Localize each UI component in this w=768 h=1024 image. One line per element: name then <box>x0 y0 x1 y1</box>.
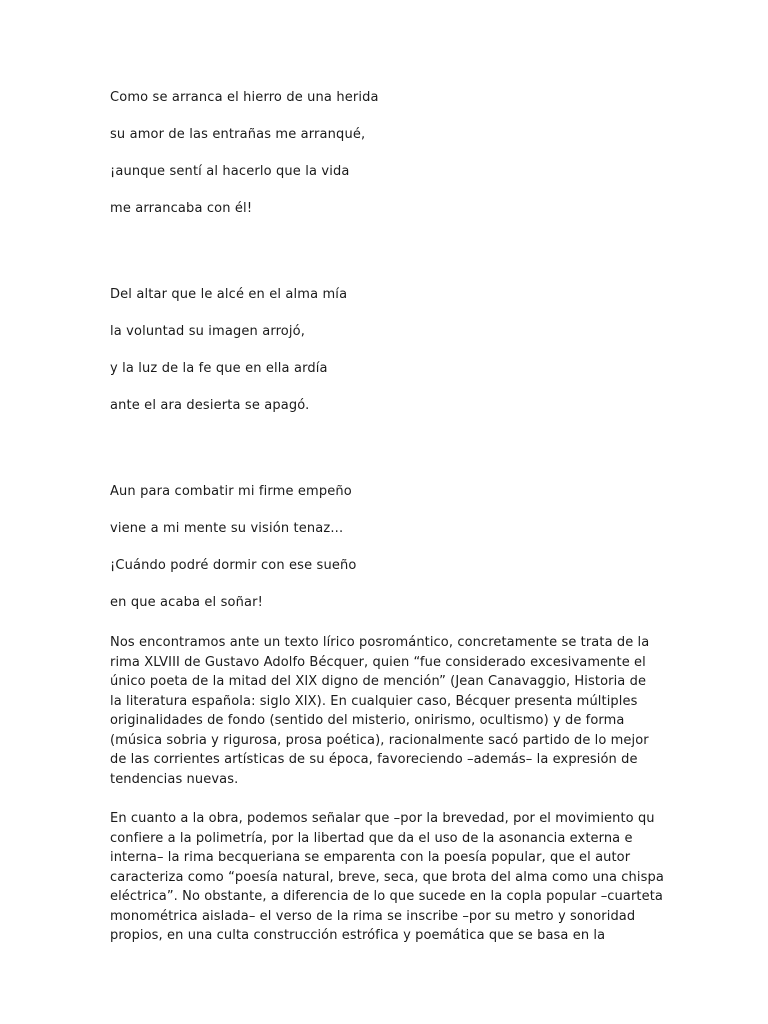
text-line: propios, en una culta construcción estrófica y poemática que se basa en la <box>110 928 606 943</box>
text-line: confiere a la polimetría, por la libertad que da el uso de la asonancia externa e <box>110 830 633 846</box>
text-line: caracteriza como “poesía natural, breve, seca, que brota del alma como una chispa <box>110 869 664 885</box>
text-line: único poeta de la mitad del XIX digno de mención” (Jean Canavaggio, Historia de <box>110 674 647 689</box>
poem-verse: en que acaba el soñar! <box>110 595 263 610</box>
poem-verse: Como se arranca el hierro de una herida <box>110 90 379 105</box>
poem-verse: Aun para combatir mi firme empeño <box>110 484 352 499</box>
poem-verse: la voluntad su imagen arrojó, <box>110 324 306 339</box>
poem-verse: y la luz de la fe que en ella ardía <box>110 361 328 376</box>
text-line: la literatura española: siglo XIX). En cualquier caso, Bécquer presenta múltiples <box>110 693 638 709</box>
text-line: Nos encontramos ante un texto lírico posromántico, concretamente se trata de la <box>110 635 650 650</box>
poem-stanza <box>110 88 670 219</box>
poem-verse: Del altar que le alcé en el alma mía <box>110 287 348 302</box>
text-line: tendencias nuevas. <box>110 771 239 787</box>
text-line: monométrica aislada– el verso de la rima se inscribe –por su metro y sonoridad <box>110 908 636 924</box>
poem-stanza <box>110 482 670 613</box>
text-line: de las corrientes artísticas de su época, favoreciendo –además– la expresión de <box>110 752 638 767</box>
poem-verse: viene a mi mente su visión tenaz... <box>110 521 344 536</box>
commentary-paragraph <box>110 633 670 789</box>
poem <box>110 88 670 613</box>
text-line: eléctrica”. No obstante, a diferencia de lo que sucede en la copla popular –cuarteta <box>110 889 663 904</box>
text-line: En cuanto a la obra, podemos señalar que –por la brevedad, por el movimiento qu <box>110 811 655 826</box>
text-line: rima XLVIII de Gustavo Adolfo Bécquer, quien “fue considerado excesivamente el <box>110 654 646 670</box>
poem-verse: ¡Cuándo podré dormir con ese sueño <box>110 558 357 573</box>
poem-verse: ante el ara desierta se apagó. <box>110 398 310 413</box>
commentary-paragraph <box>110 809 670 946</box>
poem-verse: me arrancaba con él! <box>110 201 253 216</box>
text-line: interna– la rima becqueriana se emparenta con la poesía popular, que el autor <box>110 850 631 865</box>
text-line: (música sobria y rigurosa, prosa poética), racionalmente sacó partido de lo mejor <box>110 732 649 748</box>
commentary <box>110 633 670 966</box>
poem-verse: ¡aunque sentí al hacerlo que la vida <box>110 164 350 179</box>
text-line: originalidades de fondo (sentido del misterio, onirismo, ocultismo) y de forma <box>110 713 625 728</box>
poem-stanza <box>110 285 670 416</box>
poem-verse: su amor de las entrañas me arranqué, <box>110 127 366 142</box>
